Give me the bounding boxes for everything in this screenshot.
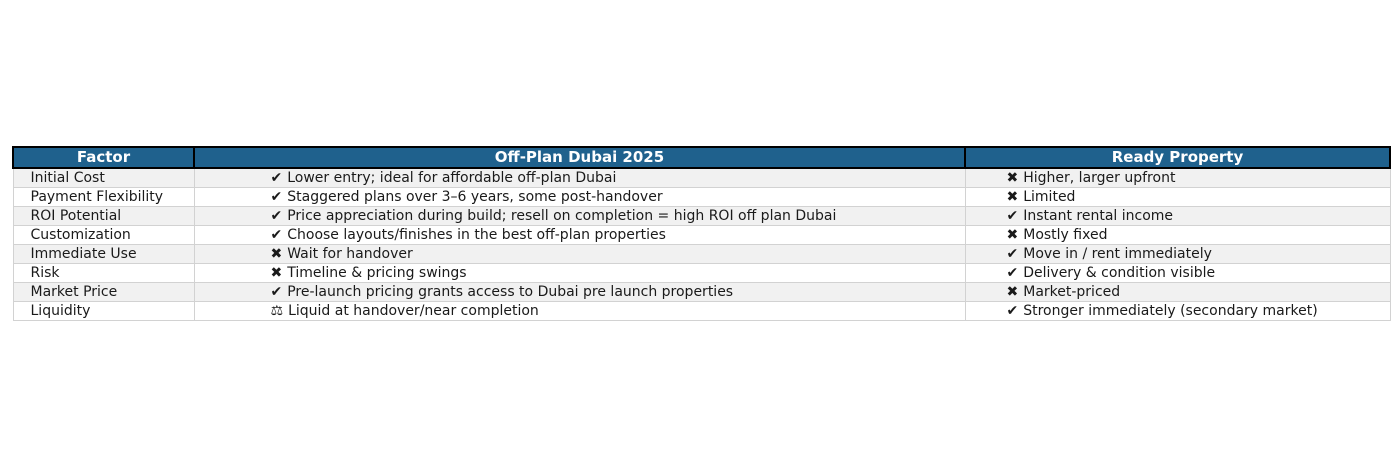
- offplan-text: Choose layouts/finishes in the best off-plan properties: [287, 226, 666, 243]
- offplan-text: Liquid at handover/near completion: [288, 302, 539, 319]
- offplan-cell: [194, 263, 965, 282]
- factor-label: Immediate Use: [30, 245, 137, 262]
- check-icon: ✔: [1006, 302, 1019, 319]
- factor-cell: [13, 282, 194, 301]
- offplan-cell: [194, 282, 965, 301]
- ready-text: Move in / rent immediately: [1023, 245, 1212, 262]
- offplan-text: Pre-launch pricing grants access to Dubai pre launch properties: [287, 283, 734, 300]
- offplan-cell: [194, 225, 965, 244]
- ready-cell: [965, 301, 1390, 320]
- table-row: [13, 282, 1390, 301]
- factor-cell: [13, 206, 194, 225]
- table-row: [13, 244, 1390, 263]
- cross-icon: ✖: [1006, 283, 1019, 300]
- factor-label: Liquidity: [30, 302, 91, 319]
- comparison-table: [12, 146, 1391, 321]
- cross-icon: ✖: [1006, 169, 1019, 186]
- factor-cell: [13, 301, 194, 320]
- ready-text: Delivery & condition visible: [1023, 264, 1216, 281]
- ready-cell: [965, 244, 1390, 263]
- factor-label: Customization: [30, 226, 131, 243]
- table-row: [13, 206, 1390, 225]
- offplan-cell: [194, 168, 965, 188]
- check-icon: ✔: [270, 188, 283, 205]
- check-icon: ✔: [1006, 207, 1019, 224]
- offplan-text: Staggered plans over 3–6 years, some post-handover: [287, 188, 663, 205]
- factor-cell: [13, 168, 194, 188]
- ready-cell: [965, 206, 1390, 225]
- ready-cell: [965, 225, 1390, 244]
- factor-cell: [13, 187, 194, 206]
- header-row: [13, 147, 1390, 168]
- check-icon: ✔: [1006, 264, 1019, 281]
- factor-label: ROI Potential: [30, 207, 122, 224]
- offplan-text: Price appreciation during build; resell on completion = high ROI off plan Dubai: [287, 207, 837, 224]
- check-icon: ✔: [270, 283, 283, 300]
- check-icon: ✔: [270, 226, 283, 243]
- factor-cell: [13, 225, 194, 244]
- table-row: [13, 168, 1390, 188]
- factor-label: Risk: [30, 264, 60, 281]
- ready-cell: [965, 187, 1390, 206]
- header-factor: Factor: [13, 147, 194, 168]
- check-icon: ✔: [270, 169, 283, 186]
- ready-cell: [965, 263, 1390, 282]
- offplan-cell: [194, 244, 965, 263]
- cross-icon: ✖: [270, 245, 283, 262]
- ready-text: Mostly fixed: [1023, 226, 1108, 243]
- offplan-text: Lower entry; ideal for affordable off-plan Dubai: [287, 169, 617, 186]
- ready-text: Instant rental income: [1023, 207, 1174, 224]
- table-row: [13, 301, 1390, 320]
- cross-icon: ✖: [1006, 226, 1019, 243]
- header-offplan: Off-Plan Dubai 2025: [194, 147, 965, 168]
- ready-cell: [965, 168, 1390, 188]
- ready-cell: [965, 282, 1390, 301]
- ready-text: Market-priced: [1023, 283, 1121, 300]
- check-icon: ✔: [270, 207, 283, 224]
- ready-text: Higher, larger upfront: [1023, 169, 1176, 186]
- ready-text: Limited: [1023, 188, 1076, 205]
- check-icon: ✔: [1006, 245, 1019, 262]
- offplan-cell: [194, 187, 965, 206]
- table-row: [13, 187, 1390, 206]
- factor-cell: [13, 244, 194, 263]
- factor-label: Initial Cost: [30, 169, 105, 186]
- scales-icon: ⚖: [270, 302, 284, 319]
- header-ready: Ready Property: [965, 147, 1390, 168]
- offplan-text: Wait for handover: [287, 245, 413, 262]
- factor-label: Payment Flexibility: [30, 188, 164, 205]
- cross-icon: ✖: [270, 264, 283, 281]
- offplan-text: Timeline & pricing swings: [287, 264, 467, 281]
- cross-icon: ✖: [1006, 188, 1019, 205]
- table-row: [13, 263, 1390, 282]
- table-row: [13, 225, 1390, 244]
- ready-text: Stronger immediately (secondary market): [1023, 302, 1318, 319]
- factor-cell: [13, 263, 194, 282]
- offplan-cell: [194, 301, 965, 320]
- offplan-cell: [194, 206, 965, 225]
- factor-label: Market Price: [30, 283, 118, 300]
